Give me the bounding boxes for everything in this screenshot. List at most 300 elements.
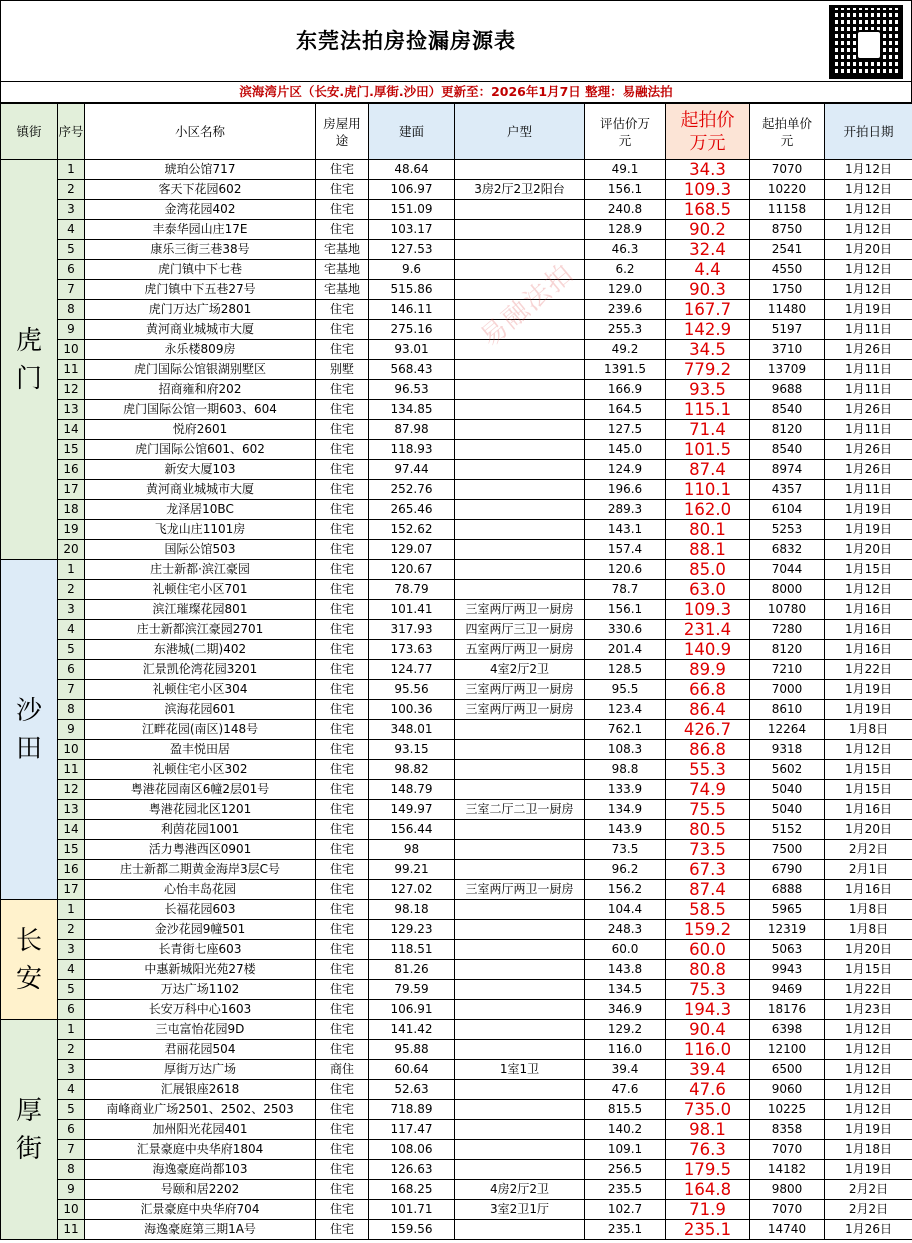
layout-cell [455, 1140, 585, 1160]
area-cell: 124.77 [369, 660, 455, 680]
name-cell: 滨海花园601 [85, 700, 316, 720]
appraisal-cell: 104.4 [585, 900, 666, 920]
date-cell: 1月16日 [825, 640, 912, 660]
unit-price-cell: 10225 [750, 1100, 825, 1120]
header-appraisal: 评估价万元 [585, 104, 666, 160]
start-price-cell: 90.4 [666, 1020, 750, 1040]
name-cell: 礼顿住宅小区701 [85, 580, 316, 600]
name-cell: 海逸豪庭第三期1A号 [85, 1220, 316, 1240]
name-cell: 君丽花园504 [85, 1040, 316, 1060]
unit-price-cell: 13709 [750, 360, 825, 380]
appraisal-cell: 815.5 [585, 1100, 666, 1120]
date-cell: 1月12日 [825, 160, 912, 180]
seq-cell: 1 [58, 560, 85, 580]
layout-cell [455, 760, 585, 780]
unit-price-cell: 8540 [750, 400, 825, 420]
appraisal-cell: 98.8 [585, 760, 666, 780]
unit-price-cell: 3710 [750, 340, 825, 360]
area-cell: 718.89 [369, 1100, 455, 1120]
date-cell: 1月19日 [825, 1120, 912, 1140]
use-cell: 宅基地 [316, 260, 369, 280]
start-price-cell: 426.7 [666, 720, 750, 740]
appraisal-cell: 49.2 [585, 340, 666, 360]
town-cell: 虎 门 [1, 160, 58, 560]
appraisal-cell: 289.3 [585, 500, 666, 520]
unit-price-cell: 12264 [750, 720, 825, 740]
table-row [1, 580, 912, 600]
appraisal-cell: 240.8 [585, 200, 666, 220]
start-price-cell: 142.9 [666, 320, 750, 340]
use-cell: 住宅 [316, 220, 369, 240]
table-row [1, 340, 912, 360]
layout-cell [455, 720, 585, 740]
use-cell: 别墅 [316, 360, 369, 380]
table-row [1, 1140, 912, 1160]
seq-cell: 12 [58, 380, 85, 400]
appraisal-cell: 145.0 [585, 440, 666, 460]
layout-cell [455, 1080, 585, 1100]
seq-cell: 17 [58, 880, 85, 900]
table-row [1, 900, 912, 920]
seq-cell: 9 [58, 720, 85, 740]
date-cell: 1月16日 [825, 880, 912, 900]
layout-cell: 五室两厅两卫一厨房 [455, 640, 585, 660]
use-cell: 住宅 [316, 620, 369, 640]
start-price-cell: 109.3 [666, 180, 750, 200]
area-cell: 120.67 [369, 560, 455, 580]
table-row [1, 520, 912, 540]
seq-cell: 13 [58, 400, 85, 420]
unit-price-cell: 6832 [750, 540, 825, 560]
seq-cell: 8 [58, 300, 85, 320]
appraisal-cell: 129.2 [585, 1020, 666, 1040]
use-cell: 住宅 [316, 980, 369, 1000]
date-cell: 1月20日 [825, 820, 912, 840]
start-price-cell: 115.1 [666, 400, 750, 420]
appraisal-cell: 143.1 [585, 520, 666, 540]
use-cell: 住宅 [316, 960, 369, 980]
layout-cell [455, 1220, 585, 1240]
area-cell: 100.36 [369, 700, 455, 720]
use-cell: 住宅 [316, 340, 369, 360]
appraisal-cell: 102.7 [585, 1200, 666, 1220]
unit-price-cell: 8974 [750, 460, 825, 480]
name-cell: 庄士新都滨江豪园2701 [85, 620, 316, 640]
appraisal-cell: 157.4 [585, 540, 666, 560]
unit-price-cell: 7280 [750, 620, 825, 640]
seq-cell: 11 [58, 1220, 85, 1240]
table-row [1, 440, 912, 460]
table-row [1, 700, 912, 720]
name-cell: 南峰商业广场2501、2502、2503 [85, 1100, 316, 1120]
layout-cell [455, 1160, 585, 1180]
layout-cell [455, 500, 585, 520]
unit-price-cell: 6500 [750, 1060, 825, 1080]
date-cell: 1月12日 [825, 220, 912, 240]
seq-cell: 12 [58, 780, 85, 800]
date-cell: 1月12日 [825, 280, 912, 300]
table-row [1, 780, 912, 800]
table-row [1, 920, 912, 940]
area-cell: 173.63 [369, 640, 455, 660]
layout-cell: 3房2厅2卫2阳台 [455, 180, 585, 200]
layout-cell [455, 340, 585, 360]
start-price-cell: 98.1 [666, 1120, 750, 1140]
area-cell: 129.23 [369, 920, 455, 940]
area-cell: 134.85 [369, 400, 455, 420]
seq-cell: 15 [58, 840, 85, 860]
area-cell: 48.64 [369, 160, 455, 180]
name-cell: 礼顿住宅小区302 [85, 760, 316, 780]
date-cell: 2月2日 [825, 1200, 912, 1220]
area-cell: 97.44 [369, 460, 455, 480]
appraisal-cell: 156.1 [585, 600, 666, 620]
appraisal-cell: 116.0 [585, 1040, 666, 1060]
seq-cell: 17 [58, 480, 85, 500]
use-cell: 住宅 [316, 820, 369, 840]
layout-cell: 1室1卫 [455, 1060, 585, 1080]
date-cell: 1月8日 [825, 920, 912, 940]
layout-cell [455, 900, 585, 920]
name-cell: 长福花园603 [85, 900, 316, 920]
use-cell: 住宅 [316, 560, 369, 580]
start-price-cell: 779.2 [666, 360, 750, 380]
start-price-cell: 86.8 [666, 740, 750, 760]
layout-cell [455, 200, 585, 220]
layout-cell [455, 1120, 585, 1140]
date-cell: 1月18日 [825, 1140, 912, 1160]
unit-price-cell: 8120 [750, 420, 825, 440]
header-name: 小区名称 [85, 104, 316, 160]
table-row [1, 260, 912, 280]
appraisal-cell: 60.0 [585, 940, 666, 960]
header-layout: 户型 [455, 104, 585, 160]
start-price-cell: 55.3 [666, 760, 750, 780]
layout-cell: 4室2厅2卫 [455, 660, 585, 680]
table-row [1, 740, 912, 760]
table-row [1, 1080, 912, 1100]
table-row [1, 1060, 912, 1080]
unit-price-cell: 5253 [750, 520, 825, 540]
appraisal-cell: 96.2 [585, 860, 666, 880]
title-bar [0, 0, 912, 82]
appraisal-cell: 140.2 [585, 1120, 666, 1140]
appraisal-cell: 120.6 [585, 560, 666, 580]
start-price-cell: 32.4 [666, 240, 750, 260]
appraisal-cell: 108.3 [585, 740, 666, 760]
table-row [1, 980, 912, 1000]
area-cell: 98.18 [369, 900, 455, 920]
appraisal-cell: 47.6 [585, 1080, 666, 1100]
area-cell: 96.53 [369, 380, 455, 400]
layout-cell [455, 280, 585, 300]
area-cell: 152.62 [369, 520, 455, 540]
seq-cell: 10 [58, 740, 85, 760]
table-row [1, 320, 912, 340]
use-cell: 住宅 [316, 1220, 369, 1240]
date-cell: 1月12日 [825, 1020, 912, 1040]
table-row [1, 680, 912, 700]
date-cell: 1月15日 [825, 780, 912, 800]
name-cell: 江畔花园(南区)148号 [85, 720, 316, 740]
use-cell: 住宅 [316, 1200, 369, 1220]
qr-code-icon [829, 5, 903, 79]
date-cell: 1月15日 [825, 960, 912, 980]
layout-cell [455, 940, 585, 960]
seq-cell: 7 [58, 680, 85, 700]
unit-price-cell: 4550 [750, 260, 825, 280]
appraisal-cell: 346.9 [585, 1000, 666, 1020]
seq-cell: 5 [58, 980, 85, 1000]
appraisal-cell: 46.3 [585, 240, 666, 260]
layout-cell [455, 860, 585, 880]
unit-price-cell: 5152 [750, 820, 825, 840]
layout-cell: 三室两厅两卫一厨房 [455, 680, 585, 700]
appraisal-cell: 196.6 [585, 480, 666, 500]
name-cell: 号颐和居2202 [85, 1180, 316, 1200]
date-cell: 1月11日 [825, 420, 912, 440]
start-price-cell: 75.3 [666, 980, 750, 1000]
area-cell: 79.59 [369, 980, 455, 1000]
name-cell: 汇景凯伦湾花园3201 [85, 660, 316, 680]
use-cell: 住宅 [316, 540, 369, 560]
seq-cell: 6 [58, 660, 85, 680]
use-cell: 住宅 [316, 380, 369, 400]
seq-cell: 9 [58, 320, 85, 340]
table-row [1, 820, 912, 840]
start-price-cell: 34.5 [666, 340, 750, 360]
layout-cell [455, 480, 585, 500]
table-row [1, 560, 912, 580]
seq-cell: 10 [58, 340, 85, 360]
date-cell: 1月8日 [825, 900, 912, 920]
date-cell: 1月20日 [825, 540, 912, 560]
use-cell: 住宅 [316, 460, 369, 480]
table-row [1, 460, 912, 480]
unit-price-cell: 2541 [750, 240, 825, 260]
date-cell: 2月2日 [825, 1180, 912, 1200]
use-cell: 住宅 [316, 200, 369, 220]
start-price-cell: 90.2 [666, 220, 750, 240]
start-price-cell: 167.7 [666, 300, 750, 320]
name-cell: 黄河商业城城市大厦 [85, 480, 316, 500]
seq-cell: 2 [58, 580, 85, 600]
use-cell: 住宅 [316, 420, 369, 440]
area-cell: 149.97 [369, 800, 455, 820]
unit-price-cell: 4357 [750, 480, 825, 500]
use-cell: 住宅 [316, 300, 369, 320]
appraisal-cell: 1391.5 [585, 360, 666, 380]
name-cell: 琥珀公馆717 [85, 160, 316, 180]
name-cell: 虎门镇中下五巷27号 [85, 280, 316, 300]
seq-cell: 13 [58, 800, 85, 820]
name-cell: 悦府2601 [85, 420, 316, 440]
table-row [1, 360, 912, 380]
seq-cell: 19 [58, 520, 85, 540]
seq-cell: 14 [58, 820, 85, 840]
start-price-cell: 110.1 [666, 480, 750, 500]
start-price-cell: 194.3 [666, 1000, 750, 1020]
date-cell: 1月11日 [825, 480, 912, 500]
appraisal-cell: 39.4 [585, 1060, 666, 1080]
use-cell: 住宅 [316, 920, 369, 940]
seq-cell: 4 [58, 220, 85, 240]
subtitle-bar: 滨海湾片区（长安.虎门.厚街.沙田）更新至：2026年1月7日 整理：易融法拍 [0, 82, 912, 103]
appraisal-cell: 166.9 [585, 380, 666, 400]
start-price-cell: 34.3 [666, 160, 750, 180]
layout-cell [455, 540, 585, 560]
seq-cell: 2 [58, 1040, 85, 1060]
seq-cell: 4 [58, 620, 85, 640]
appraisal-cell: 248.3 [585, 920, 666, 940]
use-cell: 宅基地 [316, 240, 369, 260]
layout-cell: 三室二厅二卫一厨房 [455, 800, 585, 820]
seq-cell: 5 [58, 240, 85, 260]
start-price-cell: 89.9 [666, 660, 750, 680]
name-cell: 万达广场1102 [85, 980, 316, 1000]
start-price-cell: 735.0 [666, 1100, 750, 1120]
use-cell: 住宅 [316, 1020, 369, 1040]
start-price-cell: 90.3 [666, 280, 750, 300]
appraisal-cell: 330.6 [585, 620, 666, 640]
name-cell: 永乐楼809房 [85, 340, 316, 360]
unit-price-cell: 6104 [750, 500, 825, 520]
area-cell: 99.21 [369, 860, 455, 880]
name-cell: 庄士新都二期黄金海岸3层C号 [85, 860, 316, 880]
name-cell: 粤港花园南区6幢2层01号 [85, 780, 316, 800]
start-price-cell: 164.8 [666, 1180, 750, 1200]
use-cell: 住宅 [316, 600, 369, 620]
date-cell: 1月16日 [825, 600, 912, 620]
unit-price-cell: 1750 [750, 280, 825, 300]
layout-cell [455, 440, 585, 460]
date-cell: 1月23日 [825, 1000, 912, 1020]
name-cell: 黄河商业城城市大厦 [85, 320, 316, 340]
start-price-cell: 88.1 [666, 540, 750, 560]
date-cell: 1月12日 [825, 1060, 912, 1080]
start-price-cell: 179.5 [666, 1160, 750, 1180]
area-cell: 168.25 [369, 1180, 455, 1200]
start-price-cell: 71.9 [666, 1200, 750, 1220]
use-cell: 住宅 [316, 1080, 369, 1100]
table-row [1, 940, 912, 960]
name-cell: 虎门国际公馆601、602 [85, 440, 316, 460]
use-cell: 住宅 [316, 320, 369, 340]
use-cell: 住宅 [316, 180, 369, 200]
date-cell: 1月16日 [825, 620, 912, 640]
use-cell: 住宅 [316, 880, 369, 900]
seq-cell: 6 [58, 260, 85, 280]
name-cell: 客天下花园602 [85, 180, 316, 200]
seq-cell: 8 [58, 700, 85, 720]
use-cell: 住宅 [316, 680, 369, 700]
seq-cell: 16 [58, 860, 85, 880]
date-cell: 1月19日 [825, 300, 912, 320]
unit-price-cell: 7500 [750, 840, 825, 860]
area-cell: 348.01 [369, 720, 455, 740]
start-price-cell: 80.1 [666, 520, 750, 540]
unit-price-cell: 11158 [750, 200, 825, 220]
area-cell: 106.97 [369, 180, 455, 200]
use-cell: 住宅 [316, 780, 369, 800]
start-price-cell: 60.0 [666, 940, 750, 960]
date-cell: 1月19日 [825, 700, 912, 720]
start-price-cell: 76.3 [666, 1140, 750, 1160]
unit-price-cell: 9318 [750, 740, 825, 760]
area-cell: 81.26 [369, 960, 455, 980]
appraisal-cell: 201.4 [585, 640, 666, 660]
area-cell: 568.43 [369, 360, 455, 380]
unit-price-cell: 6790 [750, 860, 825, 880]
name-cell: 东港城(二期)402 [85, 640, 316, 660]
area-cell: 93.15 [369, 740, 455, 760]
seq-cell: 2 [58, 180, 85, 200]
layout-cell [455, 300, 585, 320]
seq-cell: 11 [58, 360, 85, 380]
seq-cell: 20 [58, 540, 85, 560]
layout-cell [455, 320, 585, 340]
area-cell: 98 [369, 840, 455, 860]
appraisal-cell: 127.5 [585, 420, 666, 440]
start-price-cell: 67.3 [666, 860, 750, 880]
area-cell: 146.11 [369, 300, 455, 320]
use-cell: 住宅 [316, 500, 369, 520]
table-row [1, 640, 912, 660]
name-cell: 汇展银座2618 [85, 1080, 316, 1100]
table-row [1, 1160, 912, 1180]
unit-price-cell: 5063 [750, 940, 825, 960]
unit-price-cell: 7070 [750, 1140, 825, 1160]
name-cell: 虎门国际公馆银湖别墅区 [85, 360, 316, 380]
appraisal-cell: 133.9 [585, 780, 666, 800]
area-cell: 148.79 [369, 780, 455, 800]
use-cell: 住宅 [316, 900, 369, 920]
area-cell: 127.53 [369, 240, 455, 260]
name-cell: 厚街万达广场 [85, 1060, 316, 1080]
table-row [1, 760, 912, 780]
area-cell: 159.56 [369, 1220, 455, 1240]
unit-price-cell: 8120 [750, 640, 825, 660]
seq-cell: 3 [58, 1060, 85, 1080]
use-cell: 住宅 [316, 160, 369, 180]
unit-price-cell: 8540 [750, 440, 825, 460]
seq-cell: 16 [58, 460, 85, 480]
unit-price-cell: 12319 [750, 920, 825, 940]
name-cell: 礼顿住宅小区304 [85, 680, 316, 700]
appraisal-cell: 123.4 [585, 700, 666, 720]
date-cell: 1月15日 [825, 760, 912, 780]
appraisal-cell: 255.3 [585, 320, 666, 340]
area-cell: 156.44 [369, 820, 455, 840]
layout-cell: 4房2厅2卫 [455, 1180, 585, 1200]
area-cell: 118.51 [369, 940, 455, 960]
table-row [1, 860, 912, 880]
unit-price-cell: 6888 [750, 880, 825, 900]
use-cell: 住宅 [316, 1040, 369, 1060]
use-cell: 住宅 [316, 400, 369, 420]
header-area: 建面 [369, 104, 455, 160]
layout-cell [455, 780, 585, 800]
area-cell: 103.17 [369, 220, 455, 240]
appraisal-cell: 134.5 [585, 980, 666, 1000]
area-cell: 317.93 [369, 620, 455, 640]
layout-cell: 四室两厅三卫一厨房 [455, 620, 585, 640]
date-cell: 1月16日 [825, 800, 912, 820]
start-price-cell: 168.5 [666, 200, 750, 220]
layout-cell [455, 740, 585, 760]
area-cell: 106.91 [369, 1000, 455, 1020]
appraisal-cell: 239.6 [585, 300, 666, 320]
